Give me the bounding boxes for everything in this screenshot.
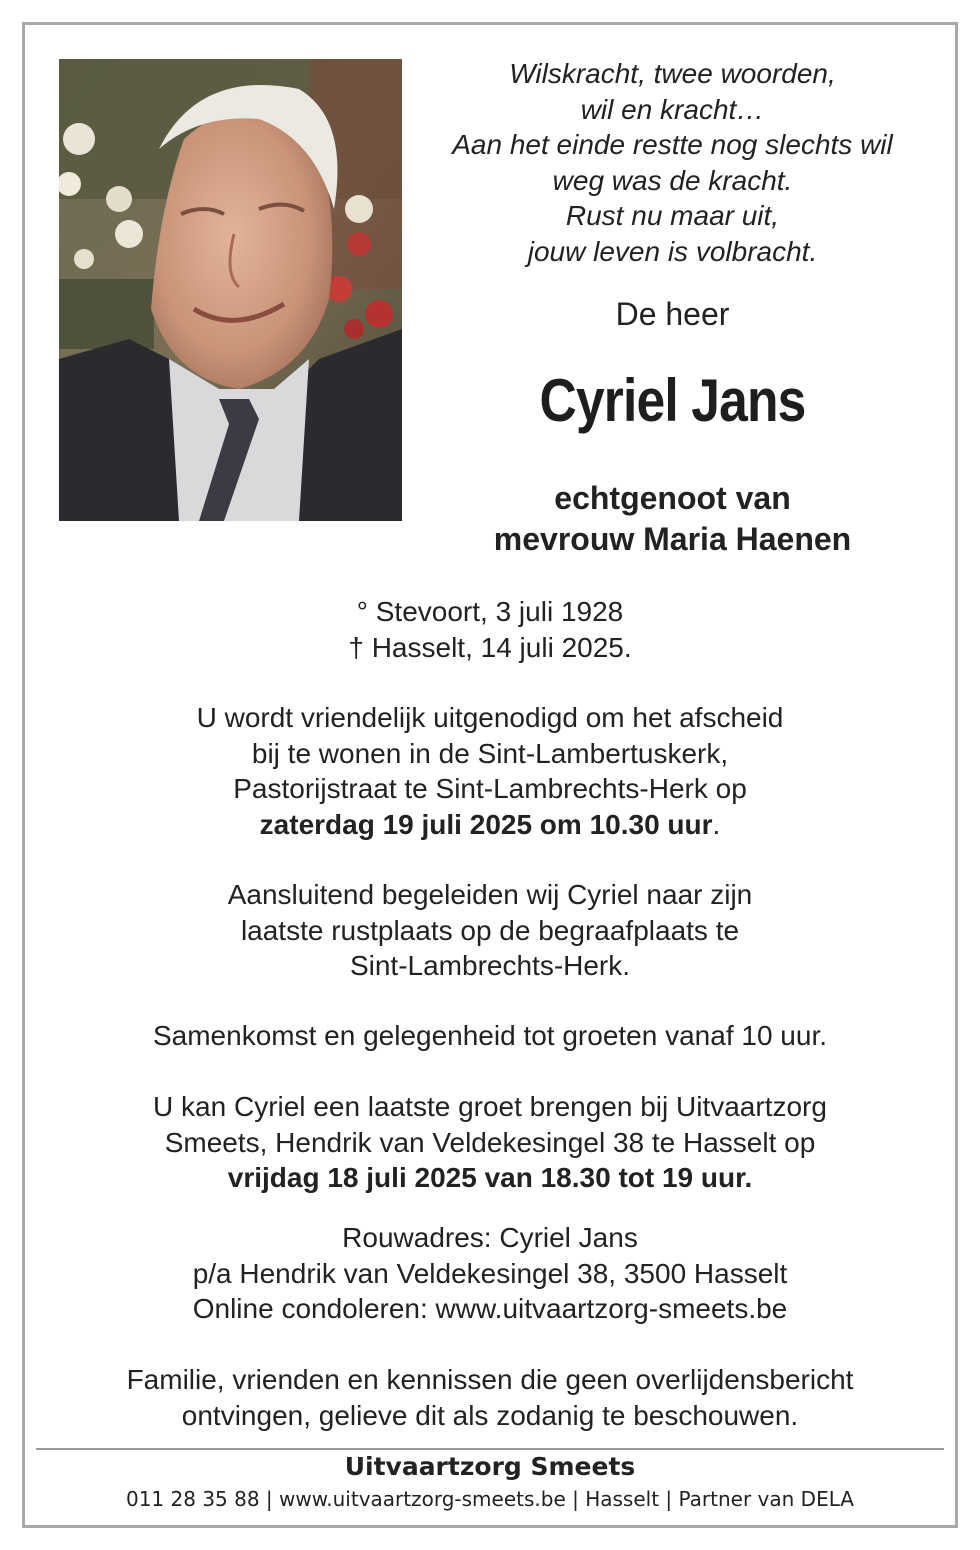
ceremony-line: U wordt vriendelijk uitgenodigd om het afscheid: [196, 702, 784, 733]
mourning-address: [40, 1220, 940, 1327]
portrait-photo: [59, 59, 402, 521]
burial-info: [40, 877, 940, 984]
viewing-line: Smeets, Hendrik van Veldekesingel 38 te Hasselt op: [164, 1126, 816, 1158]
poem-line: wil en kracht…: [580, 93, 765, 125]
spouse-info: [410, 478, 935, 560]
notice-line: Familie, vrienden en kennissen die geen overlijdensbericht: [126, 1364, 854, 1395]
deceased-name: Cyriel Jans: [539, 367, 806, 434]
spouse-name: mevrouw Maria Haenen: [493, 521, 852, 557]
viewing-info: [40, 1089, 940, 1196]
poem-line: Aan het einde restte nog slechts wil: [452, 129, 893, 160]
funeral-home-contact: 011 28 35 88 | www.uitvaartzorg-smeets.be | Hasselt | Partner van DELA: [125, 1487, 854, 1511]
death-date: † Hasselt, 14 juli 2025.: [348, 631, 632, 663]
poem-line: Rust nu maar uit,: [565, 200, 780, 231]
condolence-link[interactable]: Online condoleren: www.uitvaartzorg-smeets.be: [192, 1293, 788, 1324]
ceremony-line: bij te wonen in de Sint-Lambertuskerk,: [251, 737, 729, 769]
ceremony-line: Pastorijstraat te Sint-Lambrechts-Herk op: [233, 773, 747, 804]
ceremony-datetime-suffix: .: [712, 808, 721, 840]
spouse-line: echtgenoot van: [554, 480, 791, 516]
ceremony-info: [40, 700, 940, 842]
notice-line: ontvingen, gelieve dit als zodanig te beschouwen.: [181, 1399, 799, 1431]
poem-line: jouw leven is volbracht.: [527, 235, 818, 267]
burial-line: Sint-Lambrechts-Herk.: [349, 950, 631, 981]
funeral-home-name: Uitvaartzorg Smeets: [344, 1452, 636, 1481]
address-line: Rouwadres: Cyriel Jans: [342, 1222, 638, 1253]
address-line: p/a Hendrik van Veldekesingel 38, 3500 Hasselt: [192, 1257, 788, 1289]
poem-line: weg was de kracht.: [552, 164, 793, 196]
gathering-info: [40, 1018, 940, 1054]
life-dates: [40, 594, 940, 665]
viewing-line: U kan Cyriel een laatste groet brengen bij Uitvaartzorg: [153, 1091, 827, 1122]
poem-line: Wilskracht, twee woorden,: [509, 58, 836, 89]
poem: [410, 56, 935, 269]
birth-date: ° Stevoort, 3 juli 1928: [356, 596, 624, 627]
ceremony-datetime: zaterdag 19 juli 2025 om 10.30 uur: [259, 808, 713, 840]
notice-text: [40, 1362, 940, 1433]
burial-line: Aansluitend begeleiden wij Cyriel naar zijn: [227, 879, 753, 910]
title-prefix: De heer: [615, 296, 730, 332]
burial-line: laatste rustplaats op de begraafplaats te: [240, 914, 740, 946]
footer-divider: [36, 1448, 944, 1450]
gathering-line: Samenkomst en gelegenheid tot groeten vanaf 10 uur.: [152, 1020, 828, 1051]
viewing-datetime: vrijdag 18 juli 2025 van 18.30 tot 19 uur.: [227, 1162, 753, 1193]
